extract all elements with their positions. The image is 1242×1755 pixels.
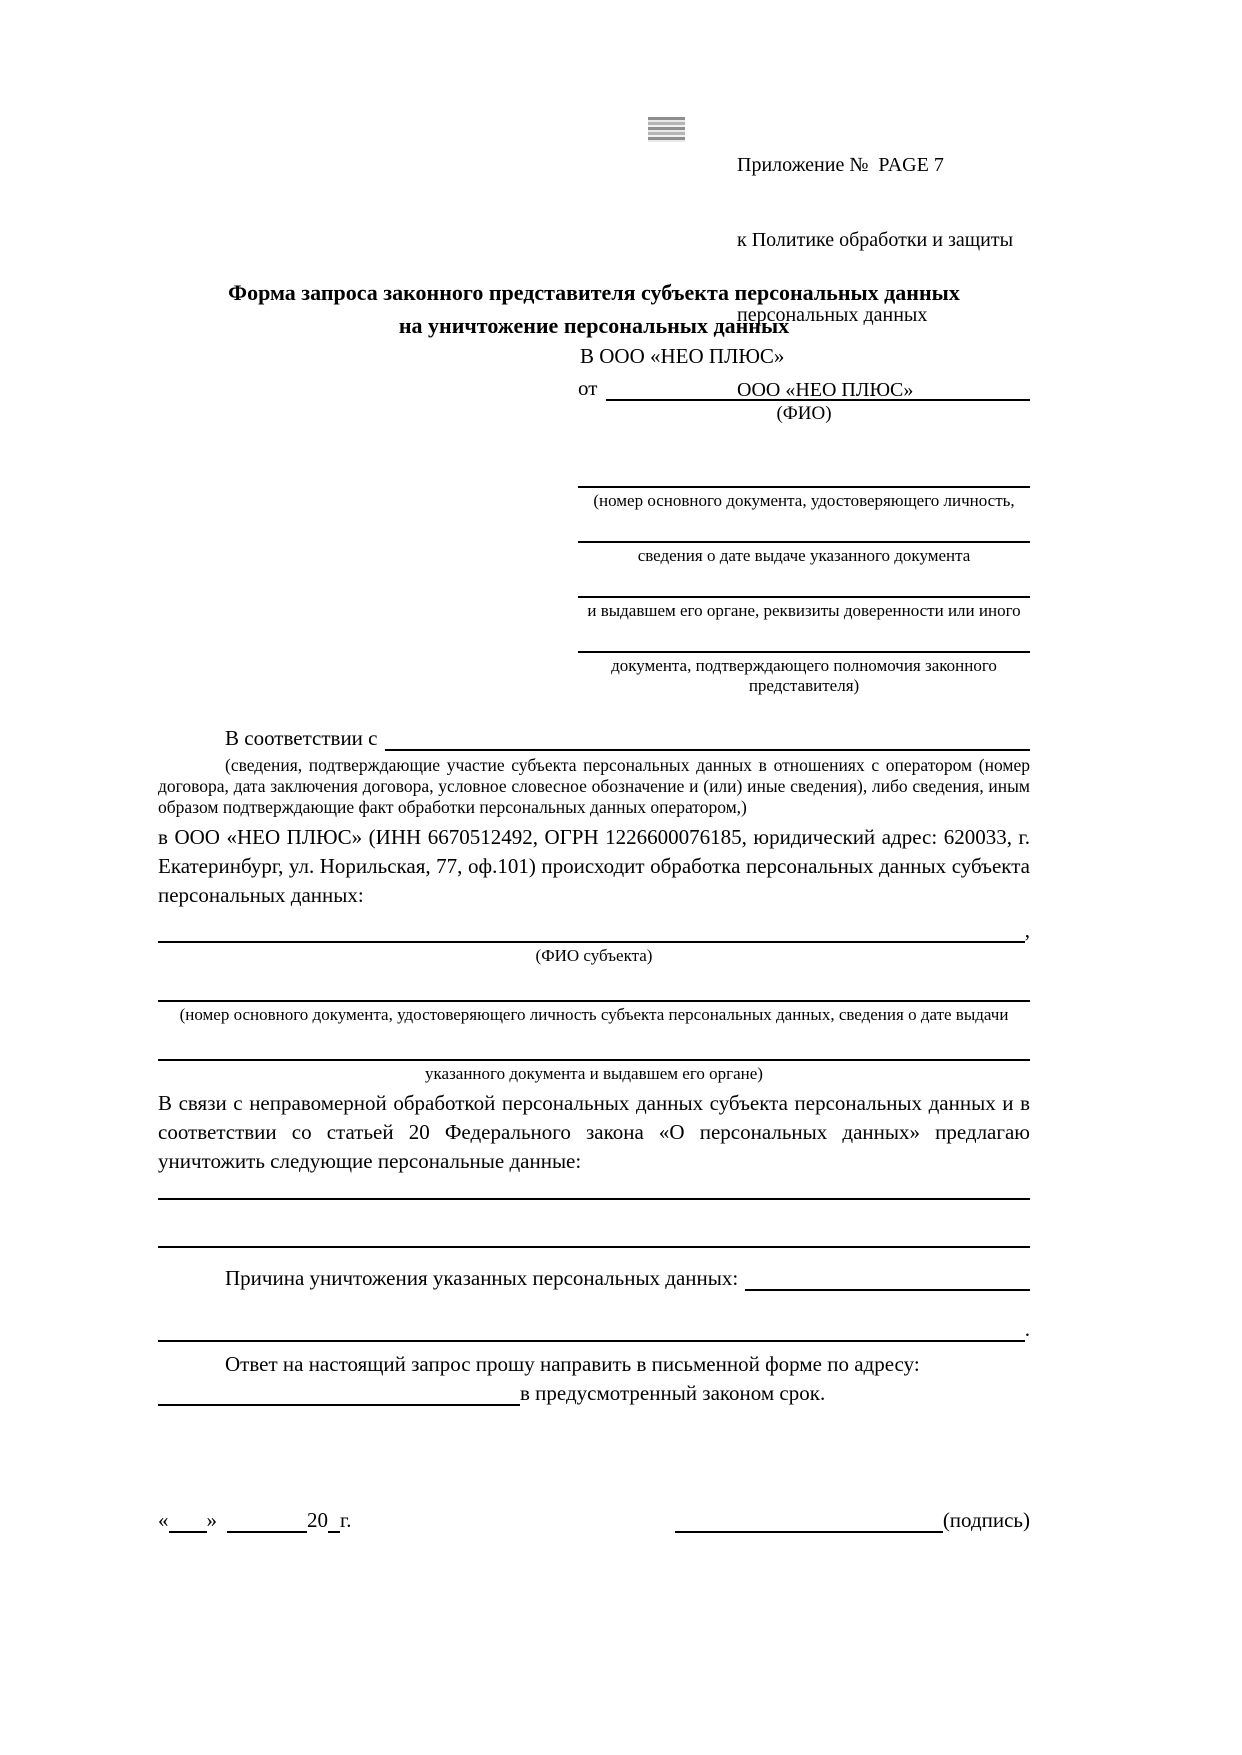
quote-close: » xyxy=(206,1508,217,1533)
blank-line-data-to-destroy-1 xyxy=(158,1198,1030,1200)
field-caption-authority-document: документа, подтверждающего полномочия законного представителя) xyxy=(611,656,997,695)
blank-line-subject-name xyxy=(158,941,1025,943)
header-line: к Политике обработки и защиты xyxy=(737,229,1014,251)
blank-year xyxy=(328,1508,340,1533)
answer-address-row xyxy=(158,1381,1030,1406)
reason-continuation-row xyxy=(158,1317,1030,1342)
blank-line-representative-name xyxy=(606,399,1030,401)
field-caption-issue-date: сведения о дате выдаче указанного документа xyxy=(637,546,971,565)
date-group xyxy=(158,1508,352,1533)
from-row xyxy=(578,376,1030,401)
accordance-label: В соответствии с xyxy=(225,726,378,750)
operator-paragraph: в ООО «НЕО ПЛЮС» (ИНН 6670512492, ОГРН 1226600076185, юридический адрес: 620033, г. Екатеринбург, ул. Норильская, 77, оф.101) происходит обработка персональных данных субъекта персональных данных: xyxy=(158,825,1030,907)
blank-day xyxy=(169,1508,207,1533)
document-title xyxy=(158,276,1030,342)
title-line-2: на уничтожение персональных данных xyxy=(398,313,790,338)
answer-request-line: Ответ на настоящий запрос прошу направить в письменной форме по адресу: xyxy=(225,1352,920,1376)
quote-open: « xyxy=(158,1508,169,1533)
subject-name-comma: , xyxy=(1024,918,1030,942)
from-label: от xyxy=(578,376,598,400)
subject-caption-document: (номер основного документа, удостоверяющего личность субъекта персональных данных, сведения о дате выдачи xyxy=(179,1005,1009,1024)
addressee-line: В ООО «НЕО ПЛЮС» xyxy=(580,344,785,368)
accordance-note: (сведения, подтверждающие участие субъекта персональных данных в отношениях с оператором (номер договора, дата заключения договора, условное словесное обозначение и (или) иные сведения), либо сведения, иным образом подтверждающие факт обработки персональных данных оператором,) xyxy=(158,755,1030,817)
signature-group xyxy=(675,1508,1030,1533)
subject-caption-authority: указанного документа и выдавшем его органе) xyxy=(425,1064,763,1083)
blank-line-document-number xyxy=(578,486,1030,488)
representative-fields xyxy=(578,376,1030,696)
field-caption-issuing-authority: и выдавшем его органе, реквизиты доверенности или иного xyxy=(587,601,1021,620)
blank-line-reason xyxy=(745,1289,1030,1291)
blank-month xyxy=(227,1508,307,1533)
blank-line-authority-document xyxy=(578,651,1030,653)
header-line: персональных данных xyxy=(737,304,928,326)
blank-line-subject-authority xyxy=(158,1059,1030,1061)
field-caption-fio: (ФИО) xyxy=(776,403,832,424)
reason-period: . xyxy=(1024,1317,1030,1341)
document-body xyxy=(158,276,1030,1533)
header-line: Приложение № PAGE 7 xyxy=(737,154,944,176)
date-signature-row xyxy=(158,1508,1030,1533)
title-line-1: Форма запроса законного представителя субъекта персональных данных xyxy=(228,280,960,305)
year-prefix: 20 xyxy=(307,1508,328,1533)
reason-label: Причина уничтожения указанных персональных данных: xyxy=(225,1266,739,1290)
accordance-row xyxy=(158,726,1030,751)
field-caption-document-number: (номер основного документа, удостоверяющего личность, xyxy=(593,491,1015,510)
blank-line-subject-document xyxy=(158,1000,1030,1002)
blank-line-reason-continued xyxy=(158,1340,1025,1342)
reason-row xyxy=(158,1266,1030,1291)
year-suffix: г. xyxy=(340,1508,352,1533)
signature-caption: (подпись) xyxy=(942,1508,1030,1533)
field-code-lines-icon xyxy=(648,117,685,142)
blank-line-signature xyxy=(675,1508,943,1533)
header-line: ООО «НЕО ПЛЮС» xyxy=(737,379,914,401)
subject-name-row xyxy=(158,918,1030,943)
destroy-paragraph: В связи с неправомерной обработкой персональных данных субъекта персональных данных и в соответствии со статьей 20 Федерального закона «О персональных данных» предлагаю уничтожить следующие персональные данные: xyxy=(158,1091,1030,1173)
answer-suffix: в предусмотренный законом срок. xyxy=(520,1381,826,1406)
blank-line-issue-date xyxy=(578,541,1030,543)
blank-line-issuing-authority xyxy=(578,596,1030,598)
blank-line-accordance xyxy=(385,749,1031,751)
subject-caption-fio: (ФИО субъекта) xyxy=(535,946,653,965)
blank-line-answer-address xyxy=(158,1381,520,1406)
blank-line-data-to-destroy-2 xyxy=(158,1246,1030,1248)
